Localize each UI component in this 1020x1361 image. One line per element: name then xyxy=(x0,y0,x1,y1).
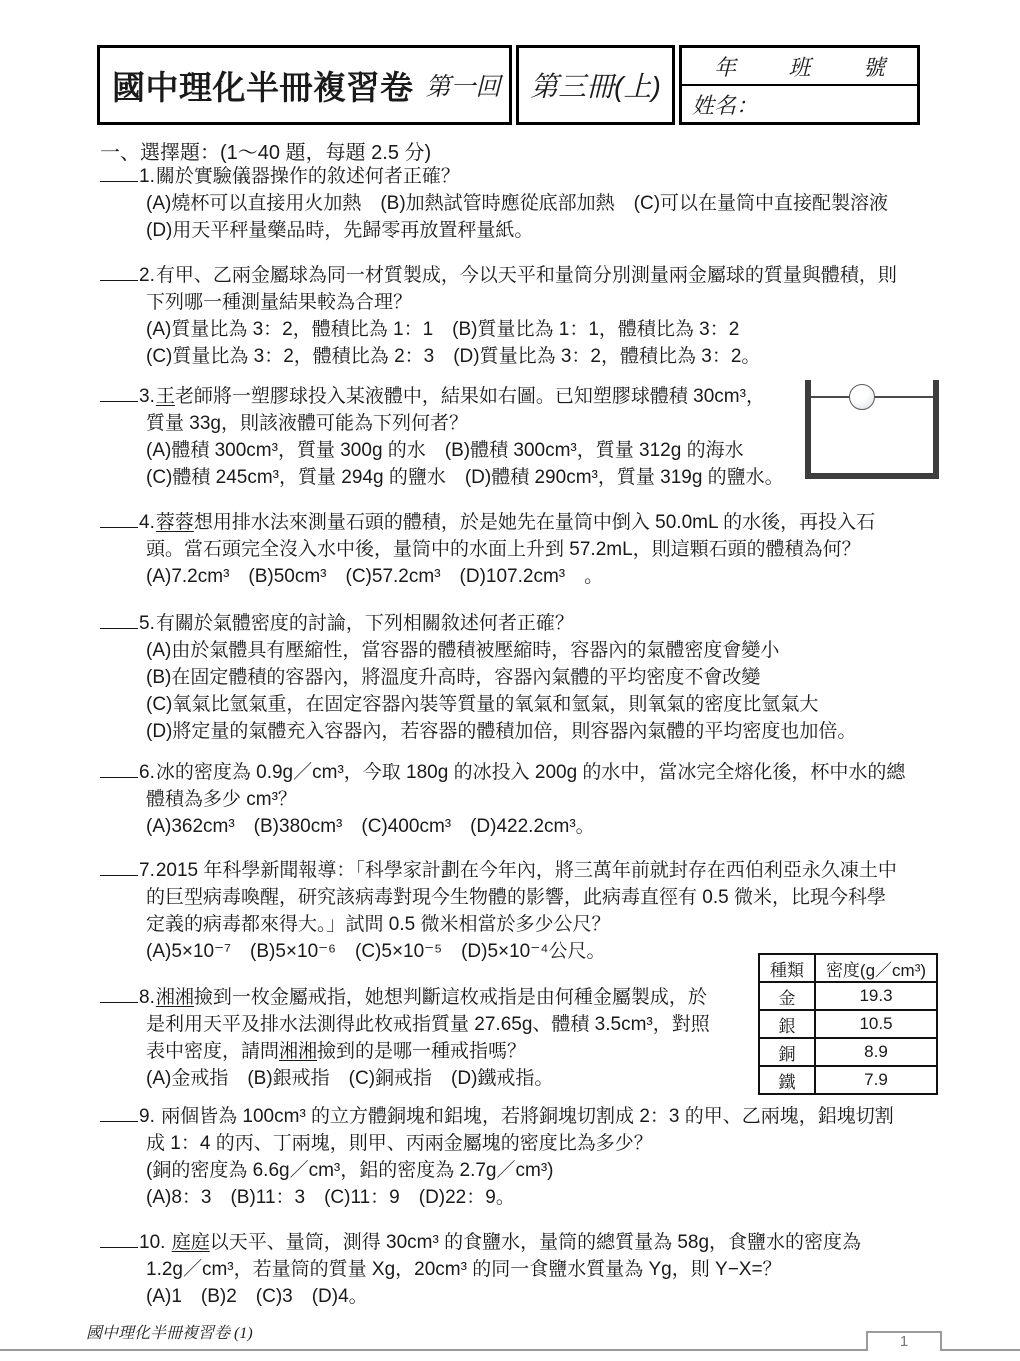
question-text: 頭。當石頭完全沒入水中後，量筒中的水面上升到 57.2mL，則這顆石頭的體積為何？ xyxy=(146,539,861,560)
question-9-line-1 xyxy=(100,1103,960,1130)
metal-name: 金 xyxy=(759,982,815,1010)
question-5-line-3 xyxy=(100,664,960,691)
question-text: (D)將定量的氣體充入容器內，若容器的體積加倍，則容器內氣體的平均密度也加倍。 xyxy=(146,721,857,742)
answer-blank[interactable] xyxy=(100,611,138,629)
question-10-line-2 xyxy=(100,1256,960,1283)
question-text: 兩個皆為 100cm³ 的立方體銅塊和鋁塊，若將銅塊切割成 2：3 的甲、乙兩塊，鋁塊切割 xyxy=(155,1106,894,1127)
header-volume-cell xyxy=(516,45,675,125)
question-number: 10. xyxy=(139,1232,166,1253)
question-text: 下列哪一種測量結果較為合理？ xyxy=(146,292,413,313)
answer-blank[interactable] xyxy=(100,760,138,778)
question-1-line-3 xyxy=(100,217,960,244)
underlined-name: 蓉蓉 xyxy=(155,512,194,533)
question-text: (銅的密度為 6.6g／cm³，鋁的密度為 2.7g／cm³) xyxy=(146,1160,554,1181)
table-header-row xyxy=(759,954,937,982)
question-text: 老師將一塑膠球投入某液體中，結果如右圖。已知塑膠球體積 30cm³， xyxy=(174,386,765,407)
question-text: (A)1 (B)2 (C)3 (D)4。 xyxy=(146,1286,368,1307)
exam-header xyxy=(97,45,920,125)
question-5-line-5 xyxy=(100,718,960,745)
question-text: 成 1：4 的丙、丁兩塊，則甲、丙兩金屬塊的密度比為多少？ xyxy=(146,1133,653,1154)
question-text: 定義的病毒都來得大。」試問 0.5 微米相當於多少公尺？ xyxy=(146,914,611,935)
question-number: 3. xyxy=(139,386,155,407)
answer-blank[interactable] xyxy=(100,1230,138,1248)
question-text: (A)362cm³ (B)380cm³ (C)400cm³ (D)422.2cm³。 xyxy=(146,816,595,837)
question-text: (A)質量比為 3：2，體積比為 1：1 (B)質量比為 1：1，體積比為 3：2 xyxy=(146,319,740,340)
question-4-line-2 xyxy=(100,536,960,563)
question-1-line-1 xyxy=(100,163,960,190)
density-table xyxy=(758,953,938,1095)
header-title-cell xyxy=(97,45,512,125)
question-2-line-4 xyxy=(100,343,960,370)
question-7-line-3 xyxy=(100,911,960,938)
question-1-line-2 xyxy=(100,190,960,217)
question-5 xyxy=(100,610,960,745)
question-text: (B)在固定體積的容器內，將溫度升高時，容器內氣體的平均密度不會改變 xyxy=(146,667,761,688)
header-info-cell xyxy=(679,45,920,125)
question-6-line-1 xyxy=(100,759,960,786)
question-2-line-3 xyxy=(100,316,960,343)
underlined-name: 湘湘 xyxy=(279,1041,318,1062)
question-9-line-2 xyxy=(100,1130,960,1157)
question-text: 撿到的是哪一種戒指嗎？ xyxy=(317,1041,527,1062)
floating-ball-icon xyxy=(849,384,875,410)
question-text: 撿到一枚金屬戒指，她想判斷這枚戒指是由何種金屬製成，於 xyxy=(193,987,707,1008)
exam-title: 國中理化半冊複習卷 xyxy=(112,68,414,106)
answer-blank[interactable] xyxy=(100,164,138,182)
seat-number-label: 號 xyxy=(862,54,885,80)
question-text: 是利用天平及排水法測得此枚戒指質量 27.65g、體積 3.5cm³，對照 xyxy=(146,1014,710,1035)
underlined-name: 湘湘 xyxy=(155,987,194,1008)
question-number: 6. xyxy=(139,762,155,783)
question-text: (A)體積 300cm³，質量 300g 的水 (B)體積 300cm³，質量 312g 的海水 xyxy=(146,440,744,461)
question-text: 想用排水法來測量石頭的體積，於是她先在量筒中倒入 50.0mL 的水後，再投入石 xyxy=(193,512,876,533)
question-4 xyxy=(100,509,960,590)
column-header-density: 密度(g／cm³) xyxy=(815,954,937,982)
question-number: 2. xyxy=(139,265,155,286)
question-5-line-2 xyxy=(100,637,960,664)
answer-blank[interactable] xyxy=(100,1104,138,1122)
question-4-line-3 xyxy=(100,563,960,590)
question-text: (C)質量比為 3：2，體積比為 2：3 (D)質量比為 3：2，體積比為 3：2。 xyxy=(146,346,761,367)
column-header-kind: 種類 xyxy=(759,954,815,982)
question-text: 表中密度，請問 xyxy=(146,1041,280,1062)
question-4-line-1 xyxy=(100,509,960,536)
density-value: 10.5 xyxy=(815,1010,937,1038)
question-6-line-2 xyxy=(100,786,960,813)
question-5-line-4 xyxy=(100,691,960,718)
question-text: 體積為多少 cm³？ xyxy=(146,789,297,810)
beaker-figure xyxy=(805,380,939,479)
underlined-name: 庭庭 xyxy=(171,1232,210,1253)
question-text: (A)7.2cm³ (B)50cm³ (C)57.2cm³ (D)107.2cm³ 。 xyxy=(146,566,604,587)
name-label: 姓名： xyxy=(692,92,759,118)
density-value: 8.9 xyxy=(815,1038,937,1066)
table-row xyxy=(759,1010,937,1038)
density-value: 19.3 xyxy=(815,982,937,1010)
question-number: 7. xyxy=(139,860,155,881)
question-6-line-3 xyxy=(100,813,960,840)
question-text: 有關於氣體密度的討論，下列相關敘述何者正確？ xyxy=(155,613,574,634)
year-label: 年 xyxy=(714,54,737,80)
question-1 xyxy=(100,163,960,244)
table-row xyxy=(759,1066,937,1094)
footer-title: 國中理化半冊複習卷 (1) xyxy=(86,1325,253,1342)
question-number: 8. xyxy=(139,987,155,1008)
question-6 xyxy=(100,759,960,840)
table-row xyxy=(759,982,937,1010)
page-number: 1 xyxy=(866,1331,942,1351)
metal-name: 銅 xyxy=(759,1038,815,1066)
answer-blank[interactable] xyxy=(100,985,138,1003)
exam-round: 第一回 xyxy=(425,73,501,101)
question-10-line-3 xyxy=(100,1283,960,1310)
question-text: (A)燒杯可以直接用火加熱 (B)加熱試管時應從底部加熱 (C)可以在量筒中直接配製溶液 xyxy=(146,193,889,214)
question-text: 冰的密度為 0.9g／cm³，今取 180g 的冰投入 200g 的水中，當冰完全熔化後，杯中水的總 xyxy=(155,762,906,783)
question-9-line-3 xyxy=(100,1157,960,1184)
question-text: 關於實驗儀器操作的敘述何者正確？ xyxy=(155,166,460,187)
question-text: (A)8：3 (B)11：3 (C)11：9 (D)22：9。 xyxy=(146,1187,515,1208)
density-value: 7.9 xyxy=(815,1066,937,1094)
answer-blank[interactable] xyxy=(100,858,138,876)
underlined-name: 王 xyxy=(155,386,175,407)
class-label: 班 xyxy=(788,54,811,80)
question-text: 質量 33g，則該液體可能為下列何者？ xyxy=(146,413,468,434)
section-title: 一、選擇題：(1～40 題，每題 2.5 分) xyxy=(100,142,432,164)
question-2 xyxy=(100,262,960,370)
question-10-line-1 xyxy=(100,1229,960,1256)
question-text: 1.2g／cm³，若量筒的質量 Xg，20cm³ 的同一食鹽水質量為 Yg，則 Y−X=？ xyxy=(146,1259,782,1280)
metal-name: 銀 xyxy=(759,1010,815,1038)
class-number-row[interactable] xyxy=(682,48,917,86)
question-text: (C)氧氣比氫氣重，在固定容器內裝等質量的氧氣和氫氣，則氧氣的密度比氫氣大 xyxy=(146,694,819,715)
question-7 xyxy=(100,857,960,965)
question-10 xyxy=(100,1229,960,1310)
question-text: (D)用天平秤量藥品時，先歸零再放置秤量紙。 xyxy=(146,220,534,241)
question-2-line-2 xyxy=(100,289,960,316)
question-text: 有甲、乙兩金屬球為同一材質製成，今以天平和量筒分別測量兩金屬球的質量與體積，則 xyxy=(155,265,897,286)
answer-blank[interactable] xyxy=(100,263,138,281)
answer-blank[interactable] xyxy=(100,384,138,402)
question-9-line-4 xyxy=(100,1184,960,1211)
question-5-line-1 xyxy=(100,610,960,637)
question-number: 1. xyxy=(139,166,155,187)
question-7-line-2 xyxy=(100,884,960,911)
metal-name: 鐵 xyxy=(759,1066,815,1094)
question-text: (A)5×10⁻⁷ (B)5×10⁻⁶ (C)5×10⁻⁵ (D)5×10⁻⁴公尺。 xyxy=(146,941,606,962)
question-number: 9. xyxy=(139,1106,155,1127)
question-9 xyxy=(100,1103,960,1211)
question-text: 以天平、量筒，測得 30cm³ 的食鹽水，量筒的總質量為 58g，食鹽水的密度為 xyxy=(209,1232,862,1253)
question-text: (A)由於氣體具有壓縮性，當容器的體積被壓縮時，容器內的氣體密度會變小 xyxy=(146,640,780,661)
question-number: 5. xyxy=(139,613,155,634)
question-2-line-1 xyxy=(100,262,960,289)
question-number: 4. xyxy=(139,512,155,533)
question-text: (A)金戒指 (B)銀戒指 (C)銅戒指 (D)鐵戒指。 xyxy=(146,1068,554,1089)
question-text: 的巨型病毒喚醒，研究該病毒對現今生物體的影響，此病毒直徑有 0.5 微米，比現今科學 xyxy=(146,887,886,908)
question-7-line-1 xyxy=(100,857,960,884)
answer-blank[interactable] xyxy=(100,510,138,528)
name-row[interactable] xyxy=(682,86,917,122)
density-table-body xyxy=(759,982,937,1094)
question-text: (C)體積 245cm³，質量 294g 的鹽水 (D)體積 290cm³，質量 319g 的鹽水。 xyxy=(146,467,784,488)
exam-volume: 第三冊(上) xyxy=(530,71,661,102)
question-text: 2015 年科學新聞報導：「科學家計劃在今年內，將三萬年前就封存在西伯利亞永久凍土中 xyxy=(155,860,897,881)
table-row xyxy=(759,1038,937,1066)
